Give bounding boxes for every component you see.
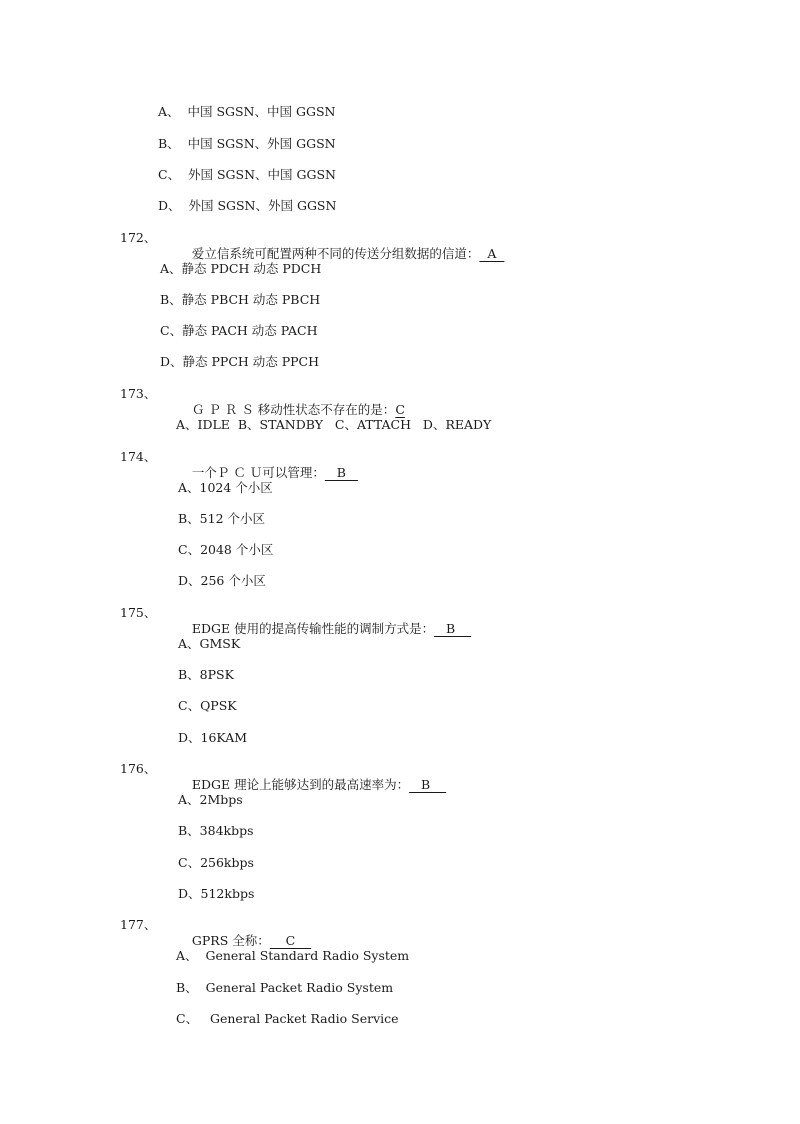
option-b: B、512 个小区 [178, 511, 266, 526]
question-prompt: GPRS 全称： [191, 933, 270, 948]
option-b: B、384kbps [178, 823, 254, 838]
answer: B [324, 465, 358, 480]
option-a: A、 General Standard Radio System [176, 948, 410, 963]
answer: B [434, 621, 472, 636]
options-line: A、IDLE B、STANDBY C、ATTACH D、READY [176, 417, 492, 432]
question-number: 173、 [120, 386, 157, 401]
option-b: B、静态 PBCH 动态 PBCH [160, 292, 321, 307]
option-d: D、256 个小区 [178, 573, 266, 588]
option-a: A、2Mbps [178, 792, 243, 807]
question-number: 176、 [120, 761, 157, 776]
question-number: 174、 [120, 449, 157, 464]
option-c: C、QPSK [178, 698, 237, 713]
option-c: C、静态 PACH 动态 PACH [160, 323, 318, 338]
question-number: 175、 [120, 605, 157, 620]
answer: B [409, 777, 447, 792]
option-a: A、GMSK [178, 636, 241, 651]
question-number: 177、 [120, 917, 157, 932]
question-prompt: 一个Ｐ Ｃ Ｕ可以管理： [191, 465, 325, 480]
option-b: B、 中国 SGSN、外国 GGSN [158, 136, 336, 151]
option-b: B、 General Packet Radio System [176, 980, 394, 995]
option-a: A、静态 PDCH 动态 PDCH [160, 261, 322, 276]
question-prompt: Ｇ Ｐ Ｒ Ｓ 移动性状态不存在的是： [191, 402, 396, 417]
question-prompt: 爱立信系统可配置两种不同的传送分组数据的信道： [191, 246, 480, 261]
option-c: C、 General Packet Radio Service [176, 1011, 399, 1026]
answer: A [479, 246, 505, 261]
option-d: D、16KAM [178, 730, 248, 745]
option-a: A、1024 个小区 [178, 480, 273, 495]
question-prompt: EDGE 理论上能够达到的最高速率为： [191, 777, 410, 792]
option-c: C、2048 个小区 [178, 542, 274, 557]
answer: C [395, 402, 405, 417]
option-c: C、256kbps [178, 855, 254, 870]
option-d: D、 外国 SGSN、外国 GGSN [158, 198, 337, 213]
option-c: C、 外国 SGSN、中国 GGSN [158, 167, 336, 182]
question-prompt: EDGE 使用的提高传输性能的调制方式是： [191, 621, 435, 636]
option-b: B、8PSK [178, 667, 234, 682]
option-d: D、512kbps [178, 886, 255, 901]
option-d: D、静态 PPCH 动态 PPCH [160, 354, 320, 369]
option-a: A、 中国 SGSN、中国 GGSN [158, 104, 336, 119]
answer: C [269, 933, 312, 948]
question-number: 172、 [120, 230, 157, 245]
